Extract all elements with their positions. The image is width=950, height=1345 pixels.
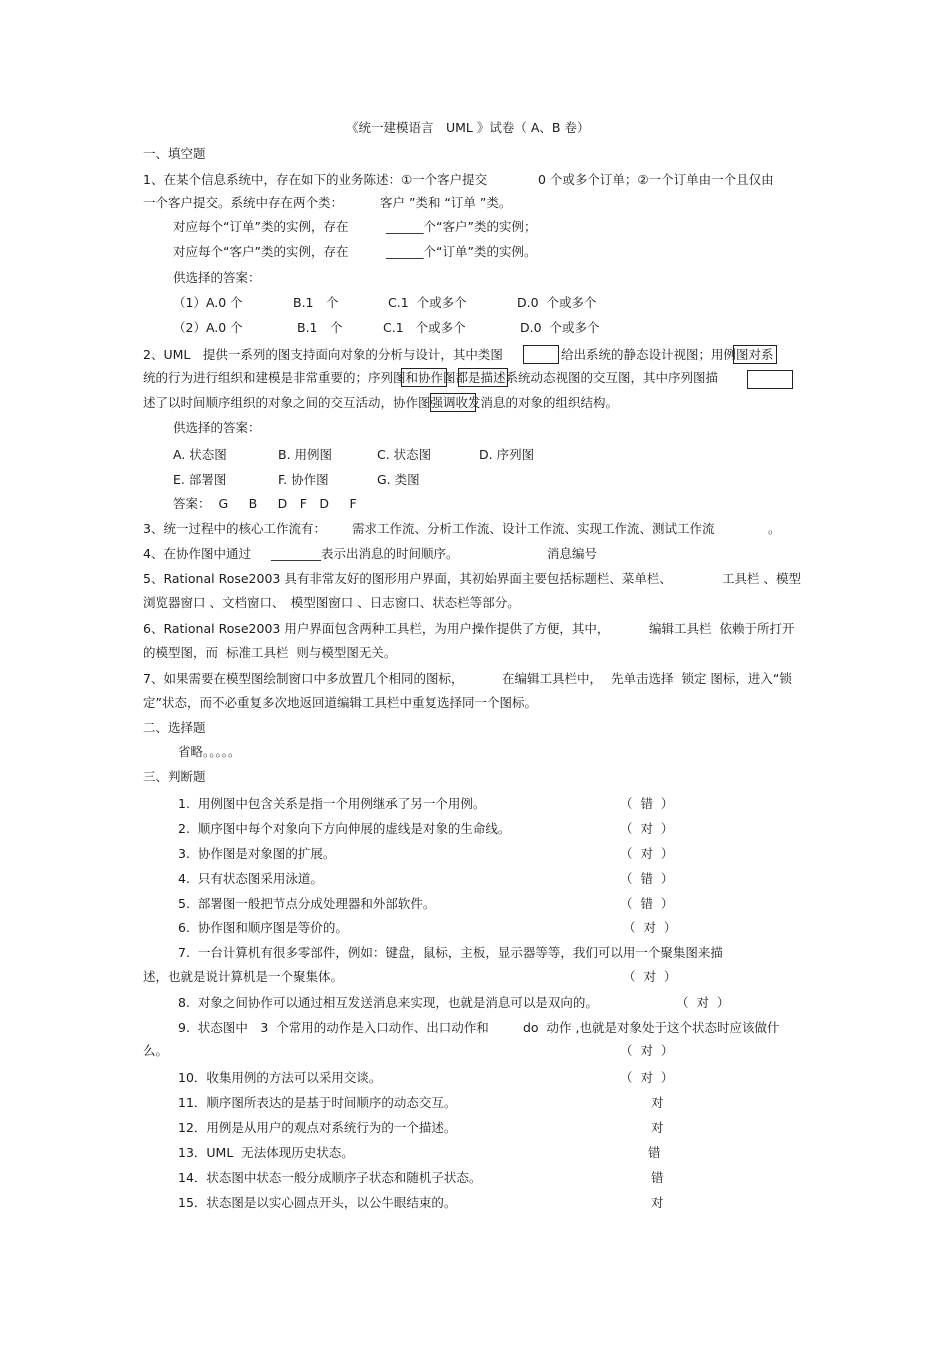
judge-item-8: 8. 对象之间协作可以通过相互发送消息来实现，也就是消息可以是双向的。 <box>178 995 598 1010</box>
q2-line1-a: 2、UML 提供一系列的图支持面向对象的分析与设计，其中类图 <box>143 347 503 362</box>
q6-line1-b: 编辑工具栏 依赖于所打开 <box>649 621 795 636</box>
q2-opt-e: E. 部署图 <box>173 472 227 487</box>
judge-answer: （ 错 ） <box>620 896 674 911</box>
q2-options-label: 供选择的答案： <box>173 420 261 435</box>
q1-r1-opt-c: C.1 个或多个 <box>388 295 467 310</box>
q3-text-a: 3、统一过程中的核心工作流有： <box>143 521 326 536</box>
q7-line2: 定”状态，而不必重复多次地返回道编辑工具栏中重复选择同一个图标。 <box>143 695 537 710</box>
q7-line1-a: 7、如果需要在模型图绘制窗口中多放置几个相同的图标， <box>143 671 464 686</box>
q2-opt-a: A. 状态图 <box>173 447 227 462</box>
q1-line3-b: ______个“客户”类的实例； <box>386 219 537 234</box>
judge-item-9-line1-b: do 动作 ,也就是对象处于这个状态时应该做什 <box>523 1020 780 1035</box>
section-heading-judgement: 三、判断题 <box>143 769 206 784</box>
judge-item-7-line2: 述，也就是说计算机是一个聚集体。 <box>143 969 344 984</box>
q1-r1-opt-d: D.0 个或多个 <box>517 295 597 310</box>
q1-line4-b: ______个“订单”类的实例。 <box>386 244 537 259</box>
highlight-box <box>430 393 476 412</box>
judge-answer: （ 错 ） <box>620 796 674 811</box>
page-title: 《统一建模语言 UML 》试卷（ A、B 卷） <box>346 120 590 135</box>
q2-answer: 答案： G B D F D F <box>173 496 357 511</box>
judge-item-7-line1: 7. 一台计算机有很多零部件，例如：键盘，鼠标，主板，显示器等等，我们可以用一个聚集图来描 <box>178 945 723 960</box>
judge-answer: （ 对 ） <box>620 821 674 836</box>
section-heading-choice: 二、选择题 <box>143 720 206 735</box>
judge-answer: （ 对 ） <box>620 1043 674 1058</box>
highlight-box <box>733 345 777 364</box>
q1-r2-opt-c: C.1 个或多个 <box>383 320 466 335</box>
q7-line1-b: 在编辑工具栏中， <box>502 671 603 686</box>
judge-answer: （ 对 ） <box>676 995 730 1010</box>
q1-line2-b: 客户 ”类和 “订单 ”类。 <box>380 195 512 210</box>
judge-answer: （ 对 ） <box>623 920 677 935</box>
judge-answer: 错 <box>651 1170 664 1185</box>
judge-item-10: 10．收集用例的方法可以采用交谈。 <box>178 1070 382 1085</box>
q4-text-b: ________表示出消息的时间顺序。 <box>271 546 459 561</box>
q1-line4-a: 对应每个“客户”类的实例，存在 <box>173 244 349 259</box>
q1-r2-opt-a: （2）A.0 个 <box>173 320 243 335</box>
judge-item: 12．用例是从用户的观点对系统行为的一个描述。 <box>178 1120 457 1135</box>
q1-r2-opt-b: B.1 个 <box>297 320 343 335</box>
highlight-box <box>458 368 508 387</box>
q5-line2: 浏览器窗口 、文档窗口、 模型图窗口 、日志窗口、状态栏等部分。 <box>143 595 520 610</box>
q5-line1-a: 5、Rational Rose2003 具有非常友好的图形用户界面，其初始界面主要包括标题栏、菜单栏、 <box>143 571 672 586</box>
highlight-box <box>401 368 447 387</box>
q2-opt-c: C. 状态图 <box>377 447 432 462</box>
q2-line2: 统的行为进行组织和建模是非常重要的；序列图和协作图都是描述系统动态视图的交互图，其中序列图描 <box>143 370 719 385</box>
judge-answer: （ 对 ） <box>620 1070 674 1085</box>
q2-line1-b: 给出系统的静态设计视图；用例图对系 <box>561 347 774 362</box>
judge-item: 13．UML 无法体现历史状态。 <box>178 1145 354 1160</box>
judge-answer: 对 <box>651 1195 664 1210</box>
q2-line3: 述了以时间顺序组织的对象之间的交互活动，协作图强调收发消息的对象的组织结构。 <box>143 395 619 410</box>
q3-answer: 需求工作流、分析工作流、设计工作流、实现工作流、测试工作流 <box>352 521 715 536</box>
judge-item: 2. 顺序图中每个对象向下方向伸展的虚线是对象的生命线。 <box>178 821 511 836</box>
q1-line2-a: 一个客户提交。系统中存在两个类： <box>143 195 344 210</box>
judge-item: 1. 用例图中包含关系是指一个用例继承了另一个用例。 <box>178 796 486 811</box>
q1-r2-opt-d: D.0 个或多个 <box>520 320 600 335</box>
judge-item: 6. 协作图和顺序图是等价的。 <box>178 920 348 935</box>
q5-line1-b: 工具栏 、模型 <box>722 571 801 586</box>
judge-item: 15．状态图是以实心圆点开头，以公牛眼结束的。 <box>178 1195 457 1210</box>
q2-opt-d: D. 序列图 <box>479 447 535 462</box>
judge-answer: （ 错 ） <box>620 871 674 886</box>
judge-answer: 对 <box>651 1095 664 1110</box>
judge-item: 3. 协作图是对象图的扩展。 <box>178 846 336 861</box>
judge-answer: （ 对 ） <box>620 846 674 861</box>
q1-r1-opt-a: （1）A.0 个 <box>173 295 243 310</box>
q1-r1-opt-b: B.1 个 <box>293 295 339 310</box>
section-choice-text: 省略。。。。。 <box>178 744 241 759</box>
q2-opt-g: G. 类图 <box>377 472 420 487</box>
judge-item: 11．顺序图所表达的是基于时间顺序的动态交互。 <box>178 1095 457 1110</box>
section-heading-fill-in: 一、填空题 <box>143 146 206 161</box>
judge-answer: 对 <box>651 1120 664 1135</box>
judge-item: 4. 只有状态图采用泳道。 <box>178 871 323 886</box>
judge-item: 5. 部署图一般把节点分成处理器和外部软件。 <box>178 896 436 911</box>
q6-line1-a: 6、Rational Rose2003 用户界面包含两种工具栏，为用户操作提供了方便，其中， <box>143 621 610 636</box>
q1-line1-b: 0 个或多个订单；②一个订单由一个且仅由 <box>538 172 774 187</box>
q2-opt-f: F. 协作图 <box>278 472 329 487</box>
q7-line1-c: 先单击选择 锁定 图标，进入“锁 <box>611 671 792 686</box>
q1-options-label: 供选择的答案： <box>173 270 261 285</box>
q4-answer: 消息编号 <box>547 546 598 561</box>
q3-text-c: 。 <box>768 521 781 536</box>
q4-text-a: 4、在协作图中通过 <box>143 546 251 561</box>
answer-box <box>747 370 793 389</box>
judge-answer: 错 <box>648 1145 661 1160</box>
judge-item: 14．状态图中状态一般分成顺序子状态和随机子状态。 <box>178 1170 482 1185</box>
q1-line1-a: 1、在某个信息系统中，存在如下的业务陈述：①一个客户提交 <box>143 172 488 187</box>
judge-answer: （ 对 ） <box>623 969 677 984</box>
judge-item-9-line1-a: 9. 状态图中 3 个常用的动作是入口动作、出口动作和 <box>178 1020 489 1035</box>
q1-line3-a: 对应每个“订单”类的实例，存在 <box>173 219 349 234</box>
q6-line2: 的模型图，而 标准工具栏 则与模型图无关。 <box>143 645 397 660</box>
q2-opt-b: B. 用例图 <box>278 447 333 462</box>
answer-box <box>523 345 559 364</box>
judge-item-9-line2: 么。 <box>143 1043 169 1058</box>
